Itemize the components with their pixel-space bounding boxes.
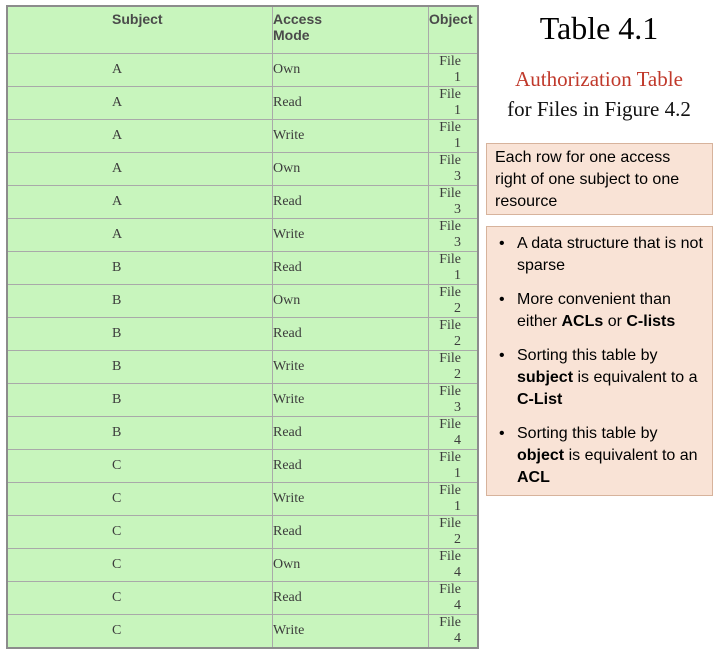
table-row bbox=[7, 186, 478, 219]
cell-access-mode: Read bbox=[273, 87, 429, 120]
authorization-table bbox=[6, 5, 479, 649]
table-header-row bbox=[7, 6, 478, 54]
cell-subject: C bbox=[7, 483, 273, 516]
bullet-emphasis: ACLs bbox=[561, 313, 604, 330]
cell-object: File 2 bbox=[429, 318, 479, 351]
cell-object: File 4 bbox=[429, 615, 479, 649]
slide-subtitle bbox=[486, 64, 712, 124]
cell-access-mode: Write bbox=[273, 219, 429, 252]
bullet-item bbox=[495, 233, 706, 277]
table-row bbox=[7, 153, 478, 186]
table-row bbox=[7, 252, 478, 285]
table-row bbox=[7, 54, 478, 87]
cell-access-mode: Write bbox=[273, 615, 429, 649]
cell-subject: B bbox=[7, 417, 273, 450]
bullet-list-box bbox=[486, 226, 713, 496]
table-row bbox=[7, 549, 478, 582]
cell-object: File 2 bbox=[429, 285, 479, 318]
cell-object: File 4 bbox=[429, 549, 479, 582]
bullet-item bbox=[495, 345, 706, 411]
cell-subject: B bbox=[7, 351, 273, 384]
cell-subject: C bbox=[7, 549, 273, 582]
cell-subject: C bbox=[7, 615, 273, 649]
cell-subject: A bbox=[7, 153, 273, 186]
slide-title: Table 4.1 bbox=[539, 10, 659, 46]
bullet-text: is equivalent to a bbox=[573, 369, 698, 386]
cell-access-mode: Read bbox=[273, 318, 429, 351]
header-subject: Subject bbox=[7, 6, 273, 54]
header-object: Object bbox=[429, 6, 479, 54]
cell-access-mode: Own bbox=[273, 153, 429, 186]
cell-object: File 1 bbox=[429, 450, 479, 483]
table-row bbox=[7, 615, 478, 649]
description-text: Each row for one access right of one subject to one resource bbox=[495, 149, 680, 210]
table-row bbox=[7, 417, 478, 450]
bullet-text: Sorting this table by bbox=[517, 425, 658, 442]
cell-access-mode: Read bbox=[273, 516, 429, 549]
bullet-emphasis: C-List bbox=[517, 391, 563, 408]
cell-subject: C bbox=[7, 450, 273, 483]
cell-access-mode: Read bbox=[273, 252, 429, 285]
table-row bbox=[7, 285, 478, 318]
cell-subject: A bbox=[7, 54, 273, 87]
table-row bbox=[7, 450, 478, 483]
header-access-mode-line1: Access bbox=[273, 11, 323, 27]
cell-access-mode: Read bbox=[273, 450, 429, 483]
cell-access-mode: Own bbox=[273, 285, 429, 318]
cell-object: File 1 bbox=[429, 54, 479, 87]
table-row bbox=[7, 582, 478, 615]
table-row bbox=[7, 516, 478, 549]
cell-access-mode: Own bbox=[273, 54, 429, 87]
bullet-text: More convenient than either bbox=[517, 291, 671, 330]
table-row bbox=[7, 483, 478, 516]
cell-object: File 1 bbox=[429, 120, 479, 153]
table-row bbox=[7, 351, 478, 384]
bullet-text: or bbox=[603, 313, 627, 330]
bullet-text: A data structure that is not sparse bbox=[517, 235, 703, 274]
description-box bbox=[486, 143, 713, 215]
table-row bbox=[7, 87, 478, 120]
cell-subject: B bbox=[7, 285, 273, 318]
cell-subject: A bbox=[7, 186, 273, 219]
cell-object: File 1 bbox=[429, 252, 479, 285]
cell-subject: A bbox=[7, 219, 273, 252]
cell-subject: B bbox=[7, 318, 273, 351]
cell-object: File 1 bbox=[429, 87, 479, 120]
header-access-mode-line2: Mode bbox=[273, 27, 310, 43]
cell-subject: C bbox=[7, 582, 273, 615]
cell-object: File 4 bbox=[429, 582, 479, 615]
bullet-emphasis: ACL bbox=[517, 469, 550, 486]
cell-access-mode: Write bbox=[273, 384, 429, 417]
cell-access-mode: Write bbox=[273, 351, 429, 384]
cell-object: File 2 bbox=[429, 516, 479, 549]
cell-subject: B bbox=[7, 252, 273, 285]
subtitle-line-1: Authorization Table bbox=[515, 67, 683, 91]
cell-object: File 3 bbox=[429, 219, 479, 252]
cell-object: File 3 bbox=[429, 186, 479, 219]
cell-object: File 3 bbox=[429, 153, 479, 186]
cell-access-mode: Write bbox=[273, 120, 429, 153]
cell-subject: B bbox=[7, 384, 273, 417]
subtitle-line-2: for Files in Figure 4.2 bbox=[507, 97, 691, 121]
cell-access-mode: Read bbox=[273, 186, 429, 219]
cell-access-mode: Read bbox=[273, 582, 429, 615]
bullet-emphasis: subject bbox=[517, 369, 574, 386]
bullet-item bbox=[495, 423, 706, 489]
table-row bbox=[7, 120, 478, 153]
cell-object: File 3 bbox=[429, 384, 479, 417]
cell-object: File 1 bbox=[429, 483, 479, 516]
bullet-text: Sorting this table by bbox=[517, 347, 658, 364]
bullet-item bbox=[495, 289, 706, 333]
cell-access-mode: Read bbox=[273, 417, 429, 450]
table-row bbox=[7, 318, 478, 351]
cell-object: File 4 bbox=[429, 417, 479, 450]
bullet-emphasis: object bbox=[517, 447, 565, 464]
cell-subject: A bbox=[7, 120, 273, 153]
cell-access-mode: Write bbox=[273, 483, 429, 516]
table-body bbox=[7, 54, 478, 649]
cell-object: File 2 bbox=[429, 351, 479, 384]
header-access-mode bbox=[273, 6, 429, 54]
bullet-emphasis: C-lists bbox=[626, 313, 676, 330]
table-row bbox=[7, 384, 478, 417]
table-row bbox=[7, 219, 478, 252]
bullet-text: is equivalent to an bbox=[564, 447, 698, 464]
cell-subject: C bbox=[7, 516, 273, 549]
cell-subject: A bbox=[7, 87, 273, 120]
cell-access-mode: Own bbox=[273, 549, 429, 582]
